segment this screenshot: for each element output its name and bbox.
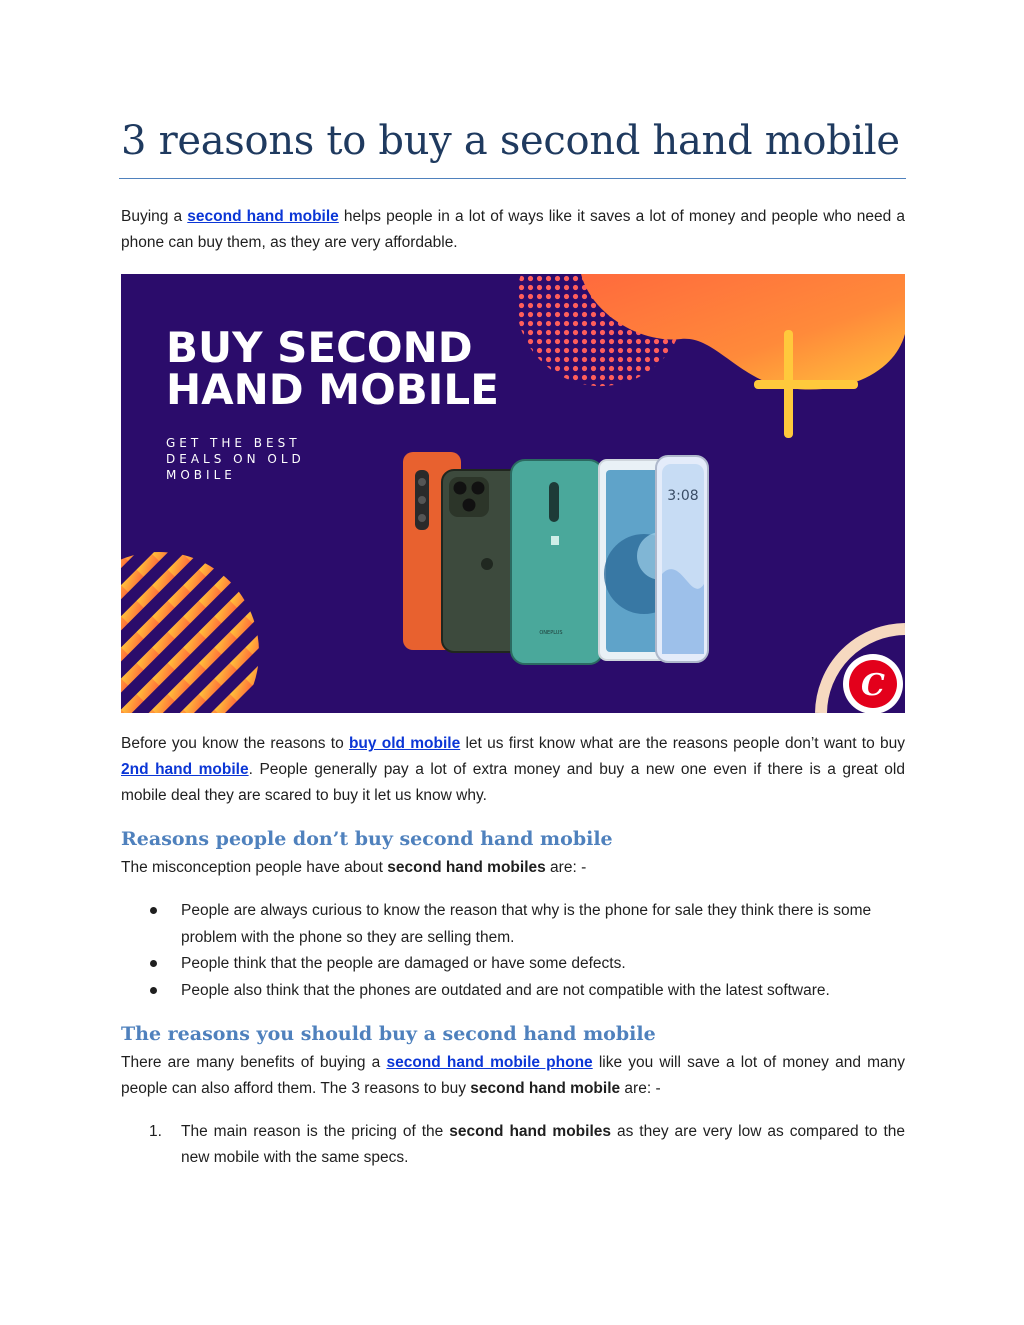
title-underline <box>119 178 906 179</box>
misconceptions-intro-end: are: - <box>545 859 587 876</box>
reasons-intro-paragraph <box>121 731 905 809</box>
list-item-text-end: as they are very low as compared to the new mobile with the same specs. <box>181 1123 905 1166</box>
para2-text-3: . People generally pay a lot of extra money and buy a new one even if there is a great old mobile deal they are scared to buy it let us know why. <box>121 761 905 804</box>
para2-text-2: let us first know what are the reasons people don’t want to buy <box>460 735 905 752</box>
misconceptions-list <box>121 898 905 1004</box>
phone-clock: 3:08 <box>667 488 699 504</box>
list-item <box>121 898 905 951</box>
bullet-icon <box>150 907 157 914</box>
list-item <box>121 951 905 978</box>
2nd-hand-mobile-link[interactable]: 2nd hand mobile <box>121 761 249 778</box>
banner-headline-1: BUY SECOND <box>166 323 473 372</box>
section-heading-misconceptions: Reasons people don’t buy second hand mobile <box>121 828 613 850</box>
banner-image <box>121 274 905 713</box>
list-item-text-start: The main reason is the pricing of the <box>181 1123 450 1140</box>
list-item <box>121 1119 905 1171</box>
reasons-paragraph <box>121 1050 905 1102</box>
list-item <box>121 978 905 1005</box>
second-hand-mobile-phone-link[interactable]: second hand mobile phone <box>386 1054 593 1071</box>
reasons-text-2: like you will save a lot of money and many people can also afford them. The 3 reasons to buy <box>121 1054 906 1097</box>
page-title: 3 reasons to buy a second hand mobile <box>121 118 900 164</box>
list-item-text: People also think that the phones are outdated and are not compatible with the latest software. <box>181 981 830 999</box>
phone-brand-label: ONEPLUS <box>539 630 563 636</box>
list-item-bold: second hand mobiles <box>449 1123 612 1140</box>
section-heading-reasons: The reasons you should buy a second hand mobile <box>121 1023 656 1045</box>
misconceptions-intro-start: The misconception people have about <box>121 859 388 876</box>
buy-old-mobile-link[interactable]: buy old mobile <box>348 735 461 752</box>
banner-headline-2: HAND MOBILE <box>166 365 499 414</box>
reasons-text-3: are: - <box>620 1080 661 1097</box>
misconceptions-intro-bold: second hand mobiles <box>387 859 546 876</box>
misconceptions-intro <box>121 855 905 881</box>
intro-text-start: Buying a <box>121 208 188 225</box>
bullet-icon <box>150 987 157 994</box>
banner-tagline-1: GET THE BEST <box>166 436 301 450</box>
reasons-list <box>121 1119 905 1171</box>
logo-letter: C <box>861 668 885 703</box>
intro-paragraph <box>121 204 905 256</box>
banner-tagline-3: MOBILE <box>166 468 236 482</box>
reasons-bold: second hand mobile <box>470 1080 621 1097</box>
bullet-icon <box>150 960 157 967</box>
para2-text-1: Before you know the reasons to <box>121 735 349 752</box>
intro-text-end: helps people in a lot of ways like it saves a lot of money and people who need a phone can buy them, as they are very affordable. <box>121 208 905 251</box>
banner-tagline-2: DEALS ON OLD <box>166 452 305 466</box>
list-item-number: 1. <box>149 1123 162 1140</box>
reasons-text-1: There are many benefits of buying a <box>121 1054 387 1071</box>
phone-huawei <box>656 456 708 662</box>
list-item-text: People are always curious to know the reason that why is the phone for sale they think there is some problem with the phone so they are selling them. <box>181 902 872 946</box>
list-item-text: People think that the people are damaged or have some defects. <box>181 955 626 972</box>
plus-sign-horizontal <box>754 380 858 389</box>
second-hand-mobile-link[interactable]: second hand mobile <box>187 208 339 225</box>
